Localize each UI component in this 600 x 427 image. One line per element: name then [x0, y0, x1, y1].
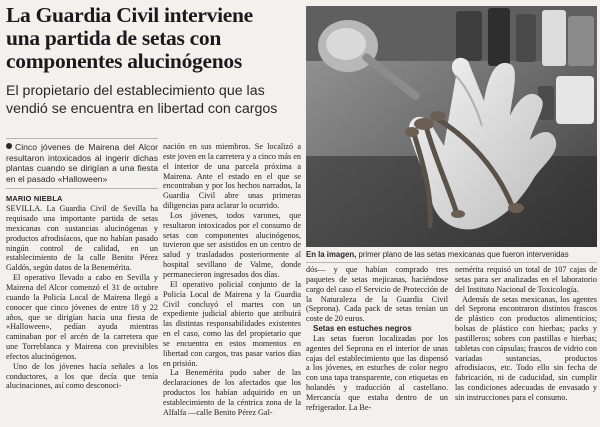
column-2 [163, 142, 301, 418]
paragraph: nación en sus miembros. Se localizó a este joven en la carretera y a cinco más en el interior de una parcela próxima a Mairena. Ante el estado en el que se encontraban y por los hechos narrados, la Guardia Civil abre unas primeras diligencias para aclarar lo ocurrido. [163, 142, 301, 211]
byline-author: MARIO NIEBLA [6, 194, 63, 204]
paragraph: nemérita requisó un total de 107 cajas de setas para ser analizadas en el laboratorio del Instituto Nacional de Toxicología. [455, 265, 597, 294]
headline-line: una partida de setas con [6, 26, 221, 50]
divider [6, 188, 158, 189]
headline [6, 4, 306, 73]
mushrooms-photo [306, 6, 597, 247]
paragraph: La Benemérita pudo saber de las declaraciones de los afectados que los productos los habían adquirido en un establecimiento de la céntrica zona de la Alfalfa —calle Benito Pérez Gal- [163, 368, 301, 417]
paragraph: SEVILLA. La Guardia Civil de Sevilla ha requisado una importante partida de setas mexicanas con sustancias alucinógenas y productos afrodisíacos, que no habían pasado ningún control de calidad, en un establecimiento de la calle Benito Pérez Galdós, según datos de la Benemérita. [6, 204, 158, 273]
paragraph: dós— y que habían comprado tres paquetes de setas mejicanas, haciéndose cargo del caso el Servicio de Protección de la Naturaleza de la Guardia Civil (Seprona). Cada pack de setas tenían un coste de 20 euros. [306, 265, 448, 324]
paragraph: El operativo llevado a cabo en Sevilla y Mairena del Alcor comenzó el 31 de octubre cuando la Policía Local de Mairena llegó a conocer que cinco jóvenes de entre 18 y 22 años, que se dirigían hacia una fiesta de «Halloween», pedían ayuda mientras caminaban por el arcén de la carretera que une Torreblanca y Mairena con previsibles efectos alucinógenos. [6, 273, 158, 361]
column-4 [455, 265, 597, 403]
headline-line: La Guardia Civil interviene [6, 3, 253, 27]
paragraph: El operativo policial conjunto de la Policía Local de Mairena y la Guardia Civil concluyó el martes con un expediente judicial abierto que atribuirá las distintas responsabilidades existentes en el caso, como las del propietario que se encuentra en estos momentos en libertad con cargos, tras pasar varios días en prisión. [163, 279, 301, 368]
bullet-icon [6, 143, 12, 149]
paragraph: Los jóvenes, todos varones, que resultaron intoxicados por el consumo de setas con componentes alucinógenos, tuvieron que ser asistidos en un centro de salud y trasladados posteriormente al hospital sevillano de Valme, donde permanecieron ingresados dos días. [163, 210, 301, 279]
paragraph: Uno de los jóvenes hacía señales a los conductores, a los que decía que tenía alucinaciones, así como desconoci- [6, 361, 158, 391]
photo-credit: ABC [583, 239, 594, 245]
column-3 [306, 265, 448, 413]
photo-caption: En la imagen, primer plano de las setas mexicanas que fueron intervenidas [306, 250, 569, 259]
byline-city: SEVILLA. [6, 204, 43, 214]
column-1 [6, 142, 158, 391]
section-subtitle: Setas en estuches negros [313, 324, 412, 334]
divider [6, 138, 158, 139]
paragraph: Las setas fueron localizadas por los agentes del Seprona en el interior de unas cajas del establecimiento que las dispensó a los jóvenes, en estuches de color negro con una tapa transparente, con etiquetas en holandés y traducción al castellano. Mercancía que estaba dentro de un refrigerador. La Be- [306, 333, 448, 412]
divider [306, 262, 597, 263]
headline-line: componentes alucinógenos [6, 49, 242, 73]
lead-summary: Cinco jóvenes de Mairena del Alcor resultaron intoxicados al ingerir dichas plantas cuando se dirigían a una fiesta en el pasado «Halloween» [6, 142, 158, 184]
subheadline: El propietario del establecimiento que las vendió se encuentra en libertad con cargos [6, 83, 278, 117]
paragraph: Además de setas mexicanas, los agentes del Seprona encontraron distintos frascos de plástico con productos alimenticios; bolsas de plástico con hierbas; packs y pastilleros; sobres con pastillas e hierbas; tabletas con cápsulas; frascos de vidrio con variadas sustancias, productos afrodisíacos, etc. Todo ello sin fecha de fabricación, ni de caducidad, sin cumplir las condiciones adecuadas de envasado y sin instrucciones para el consumo. [455, 294, 597, 402]
